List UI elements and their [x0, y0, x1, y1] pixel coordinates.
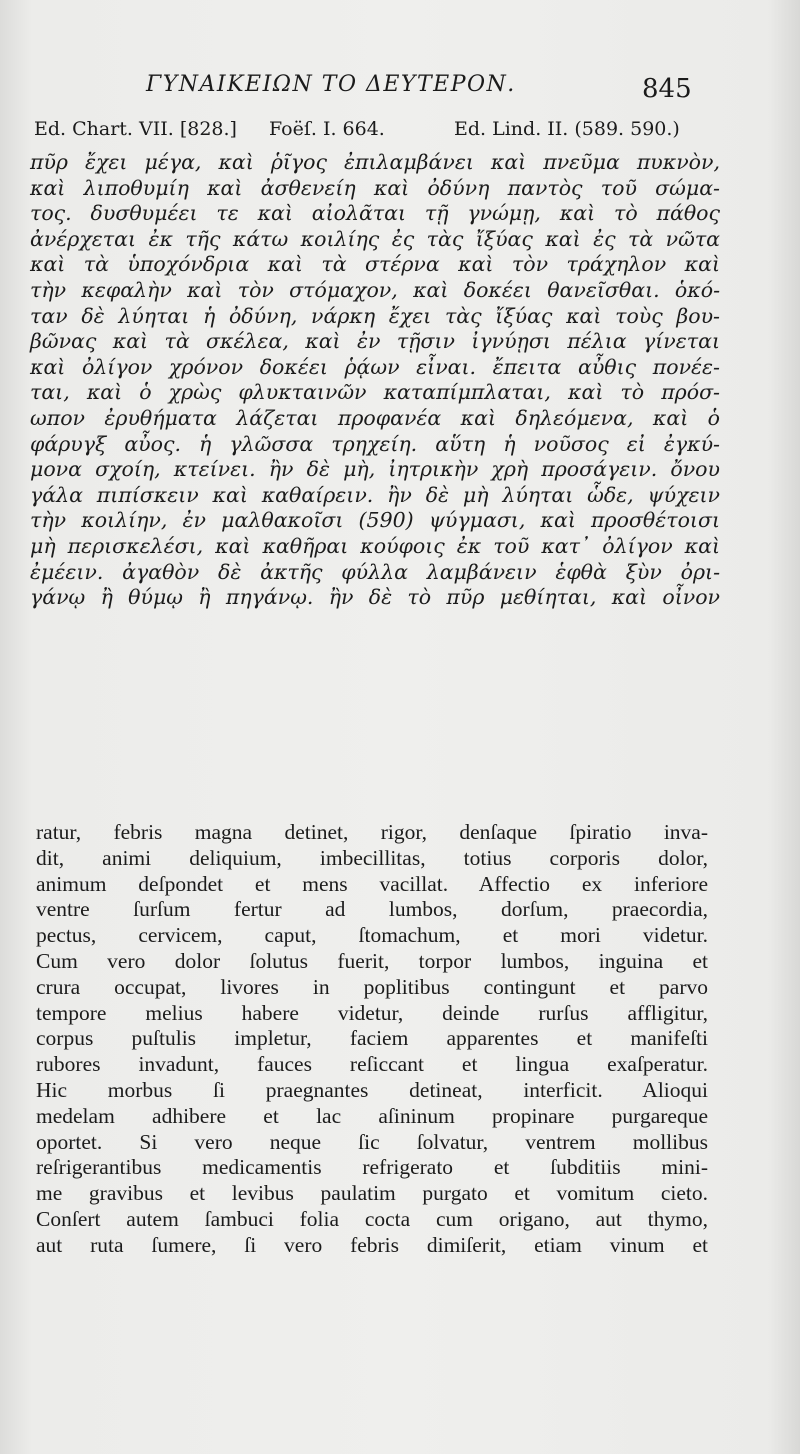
greek-line: ταν δὲ λύηται ἡ ὀδύνη, νάρκη ἔχει τὰς ἴξύας καὶ τοὺς βου- [30, 303, 720, 328]
greek-line: καὶ λιποθυμίη καὶ ἀσθενείη καὶ ὀδύνη παντὸς τοῦ σώμα- [30, 175, 720, 200]
latin-line: oportet. Si vero neque ſic ſolvatur, ventrem mollibus [36, 1129, 708, 1154]
greek-line: ἀνέρχεται ἐκ τῆς κάτω κοιλίης ἐς τὰς ἴξύας καὶ ἐς τὰ νῶτα [30, 226, 720, 251]
greek-line: ται, καὶ ὁ χρὼς φλυκταινῶν καταπίμπλαται, καὶ τὸ πρόσ- [30, 380, 720, 405]
latin-line: corpus puſtulis impletur, faciem apparentes et manifeſti [36, 1026, 708, 1051]
greek-line: γάλα πιπίσκειν καὶ καθαίρειν. ἢν δὲ μὴ λύηται ὧδε, ψύχειν [30, 482, 720, 507]
greek-line: βῶνας καὶ τὰ σκέλεα, καὶ ἐν τῇσιν ἰγνύῃσι πέλια γίνεται [30, 329, 720, 354]
greek-line: καὶ τὰ ὑποχόνδρια καὶ τὰ στέρνα καὶ τὸν τράχηλον καὶ [30, 252, 720, 277]
latin-line: Conſert autem ſambuci folia cocta cum origano, aut thymo, [36, 1206, 708, 1231]
latin-line: crura occupat, livores in poplitibus contingunt et parvo [36, 974, 708, 999]
greek-line: τὴν κεφαλὴν καὶ τὸν στόμαχον, καὶ δοκέει θανεῖσθαι. ὁκό- [30, 277, 720, 302]
greek-text-block [30, 150, 720, 611]
latin-line: Cum vero dolor ſolutus fuerit, torpor lumbos, inguina et [36, 948, 708, 973]
latin-line: me gravibus et levibus paulatim purgato et vomitum cieto. [36, 1181, 708, 1206]
latin-line: reſrigerantibus medicamentis refrigerato et ſubditiis mini- [36, 1155, 708, 1180]
latin-line: medelam adhibere et lac aſininum propinare purgareque [36, 1103, 708, 1128]
greek-line: τὴν κοιλίην, ἐν μαλθακοῖσι (590) ψύγμασι, καὶ προσθέτοισι [30, 508, 720, 533]
greek-line: ἐμέειν. ἀγαθὸν δὲ ἀκτῆς φύλλα λαμβάνειν ἑφθὰ ξὺν ὀρι- [30, 559, 720, 584]
greek-line: γάνῳ ἢ θύμῳ ἢ πηγάνῳ. ἢν δὲ τὸ πῦρ μεθίηται, καὶ οἶνον [30, 585, 720, 610]
latin-line: tempore melius habere videtur, deinde rurſus affligitur, [36, 1000, 708, 1025]
greek-line: φάρυγξ αὖος. ἡ γλῶσσα τρηχείη. αὕτη ἡ νοῦσος εἰ ἐγκύ- [30, 431, 720, 456]
greek-line: μὴ περισκελέσι, καὶ καθῆραι κούφοις ἐκ τοῦ κατ᾽ ὀλίγον καὶ [30, 533, 720, 558]
greek-line: ωπον ἐρυθήματα λάζεται προφανέα καὶ δηλεόμενα, καὶ ὁ [30, 405, 720, 430]
edition-foes: Foëſ. I. 664. [269, 118, 385, 140]
page-header [0, 68, 800, 108]
page-number: 845 [642, 74, 692, 104]
running-head: ΓΥΝΑΙΚΕΙΩΝ ΤΟ ΔΕΥΤΕΡΟΝ. [146, 72, 516, 97]
latin-text-block [36, 820, 708, 1259]
latin-line: ventre ſurſum fertur ad lumbos, dorſum, praecordia, [36, 897, 708, 922]
latin-line: animum deſpondet et mens vacillat. Affectio ex inferiore [36, 871, 708, 896]
latin-line: ratur, febris magna detinet, rigor, denſaque ſpiratio inva- [36, 820, 708, 844]
greek-line: καὶ ὀλίγον χρόνον δοκέει ῥᾴων εἶναι. ἔπειτα αὖθις πονέε- [30, 354, 720, 379]
edition-chartier: Ed. Chart. VII. [828.] [34, 118, 237, 140]
greek-line: πῦρ ἔχει μέγα, καὶ ῥῖγος ἐπιλαμβάνει καὶ πνεῦμα πυκνὸν, [30, 150, 720, 174]
latin-line: Hic morbus ſi praegnantes detineat, interficit. Alioqui [36, 1077, 708, 1102]
greek-line: μονα σχοίη, κτείνει. ἢν δὲ μὴ, ἰητρικὴν χρὴ προσάγειν. ὄνου [30, 457, 720, 482]
edition-lind: Ed. Lind. II. (589. 590.) [454, 118, 680, 140]
greek-line: τος. δυσθυμέει τε καὶ αἰολᾶται τῇ γνώμῃ, καὶ τὸ πάθος [30, 201, 720, 226]
latin-line: aut ruta ſumere, ſi vero febris dimiſerit, etiam vinum et [36, 1232, 708, 1257]
latin-line: rubores invadunt, fauces reſiccant et lingua exaſperatur. [36, 1052, 708, 1077]
latin-line: pectus, cervicem, caput, ſtomachum, et mori videtur. [36, 923, 708, 948]
latin-line: dit, animi deliquium, imbecillitas, totius corporis dolor, [36, 845, 708, 870]
